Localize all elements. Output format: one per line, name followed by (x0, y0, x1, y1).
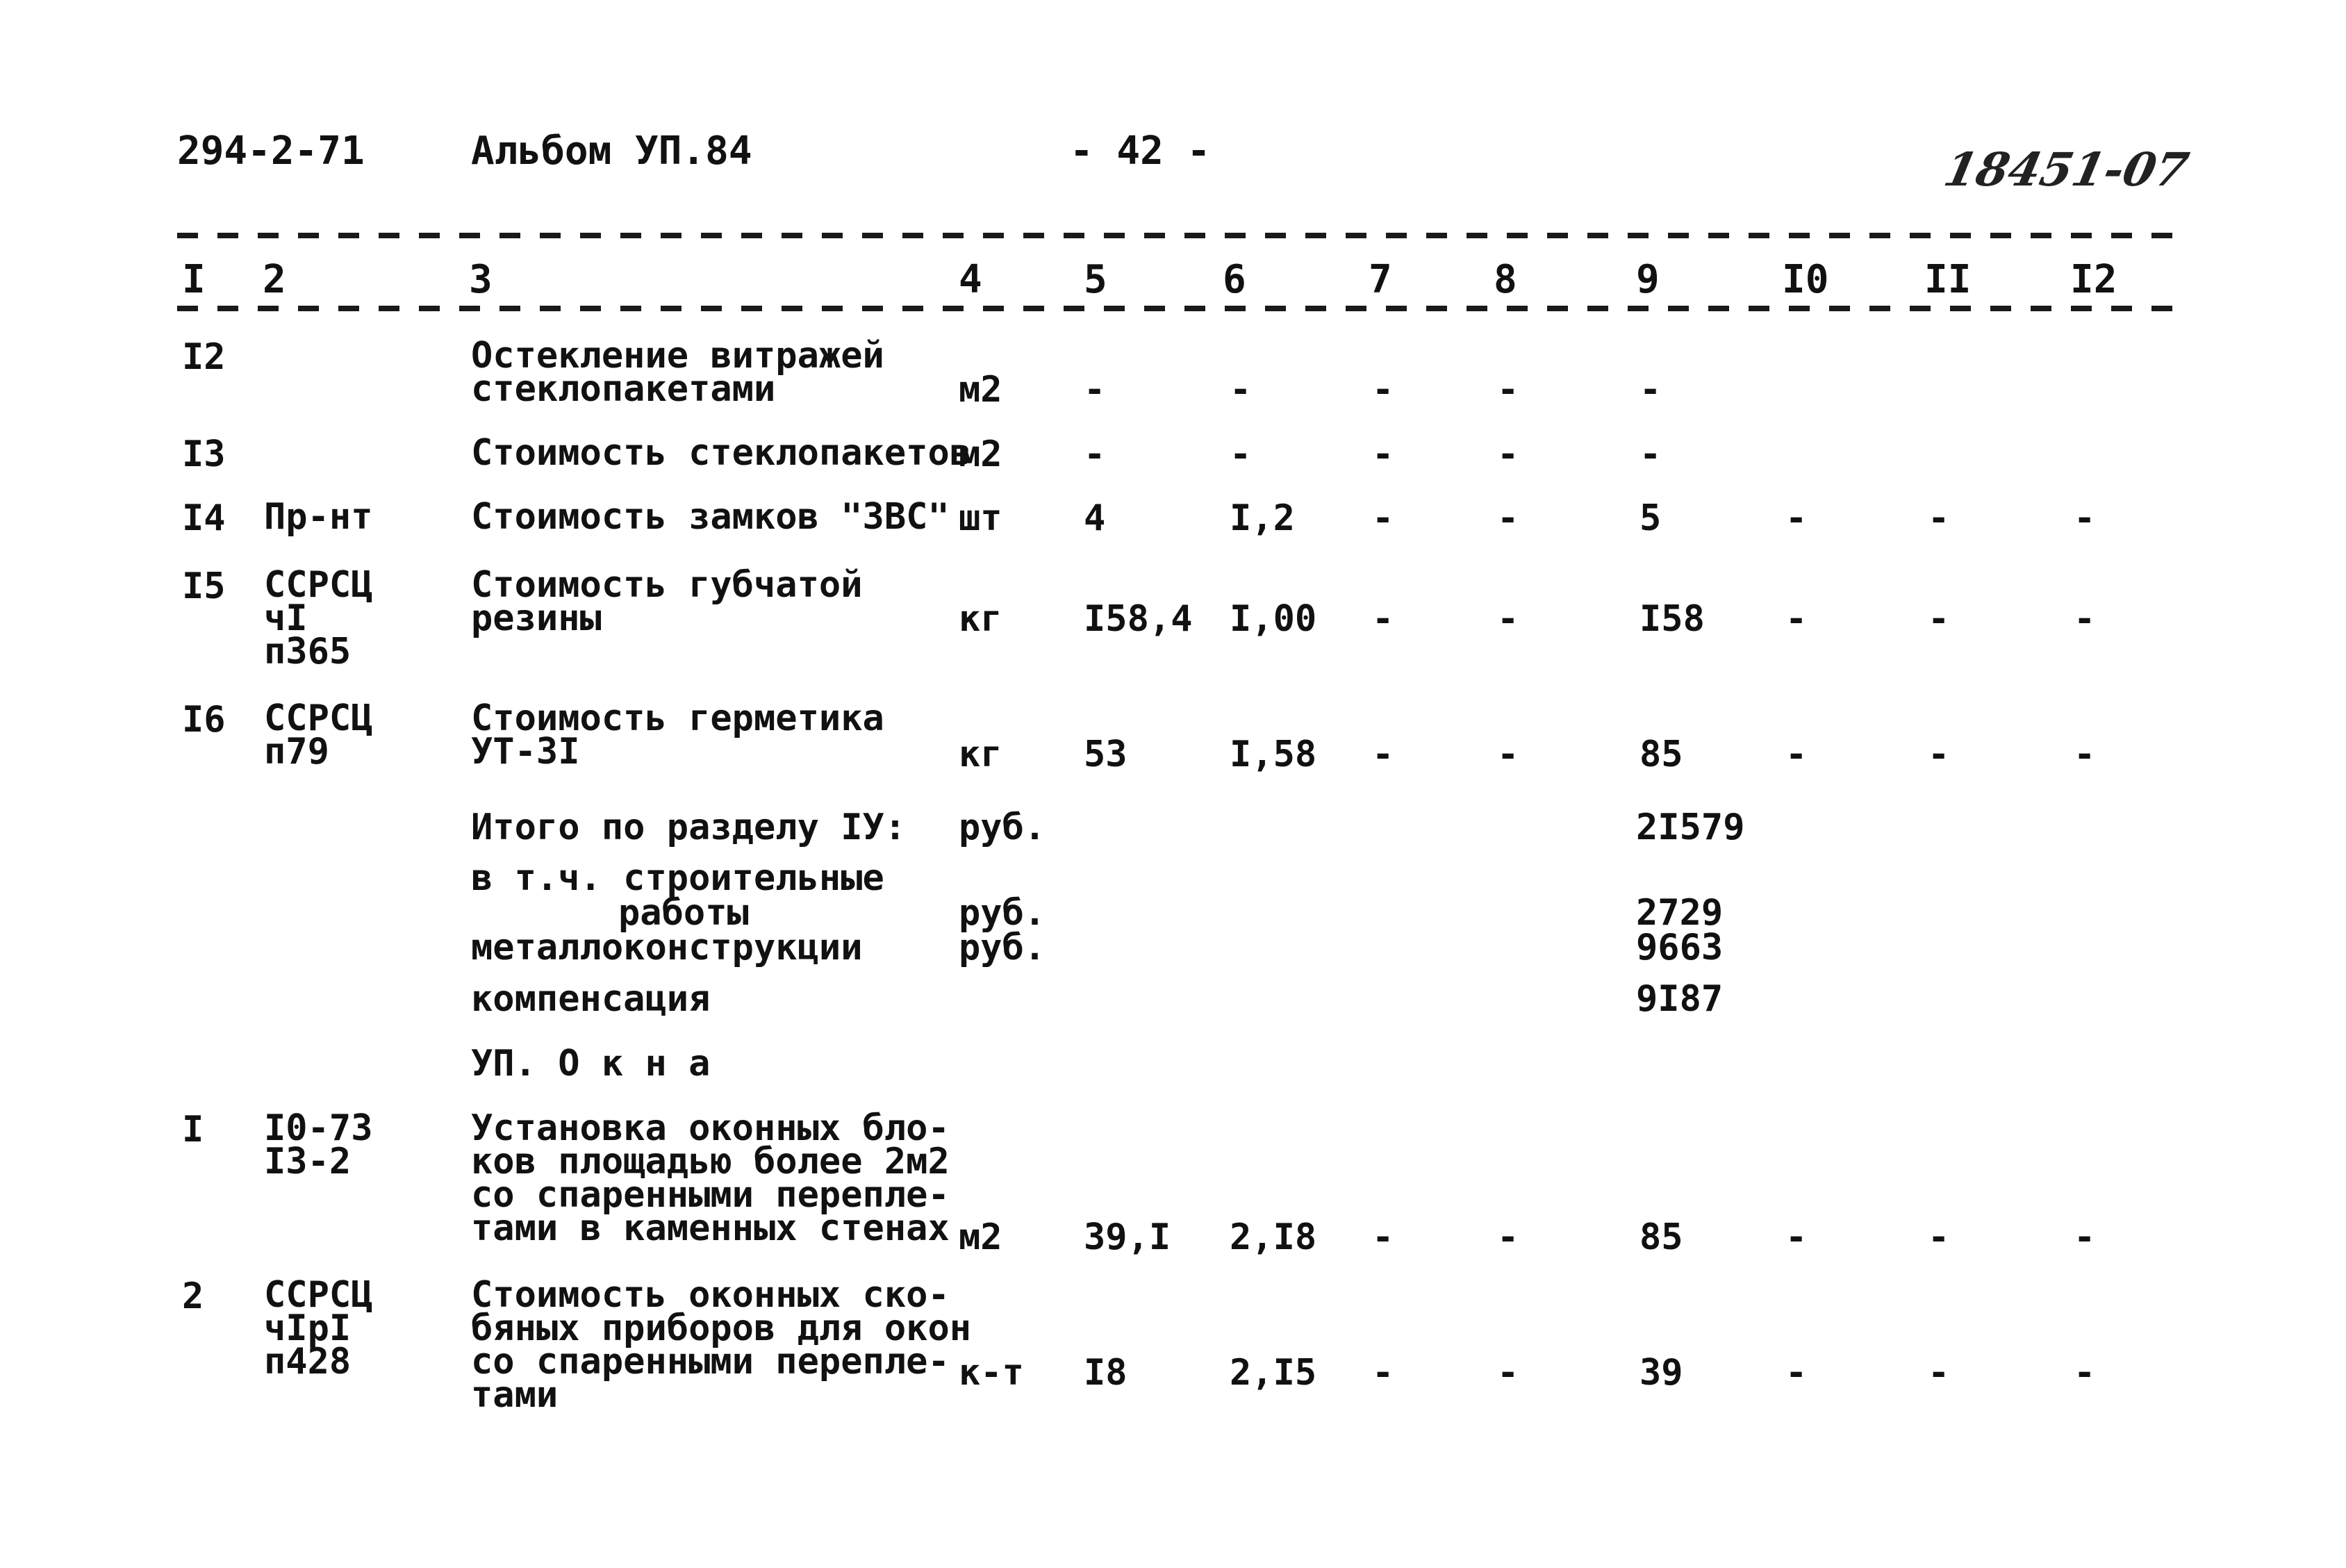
row-name-line: бяных приборов для окон (471, 1307, 972, 1349)
row-unit: м2 (959, 1216, 1002, 1258)
row-c7: - (1372, 598, 1394, 640)
totals-incl-work-value: 2729 (1636, 892, 1724, 934)
row-code (264, 564, 373, 672)
row-name-line: ков площадью более 2м2 (471, 1141, 950, 1182)
row-name-line: Остекление витражей (471, 335, 884, 377)
row-code (264, 496, 373, 538)
row-name (471, 335, 884, 410)
col-1: I (182, 257, 206, 302)
totals-incl: в т.ч. строительные (471, 857, 884, 899)
row-c12: - (2074, 598, 2096, 640)
row-number: I5 (182, 566, 226, 607)
header-dashed-rule (177, 306, 2178, 311)
col-3: 3 (469, 257, 493, 302)
totals-incl-work: работы (618, 892, 749, 934)
row-c8: - (1497, 1216, 1519, 1258)
row-name (471, 496, 950, 538)
totals-metal: металлоконструкции (471, 927, 863, 968)
row-c8: - (1497, 497, 1519, 539)
row-name-line: Стоимость губчатой (471, 564, 863, 606)
row-c10: - (1785, 497, 1808, 539)
row-c10: - (1785, 1352, 1808, 1394)
row-name (471, 1274, 972, 1416)
doc-code: 294-2-71 (177, 129, 365, 174)
totals-title-value: 2I579 (1636, 807, 1745, 848)
row-c6: - (1230, 434, 1252, 475)
row-name (471, 432, 972, 474)
col-5: 5 (1084, 257, 1107, 302)
row-c12: - (2074, 734, 2096, 775)
row-c8: - (1497, 598, 1519, 640)
row-c7: - (1372, 734, 1394, 775)
row-c9: - (1639, 434, 1662, 475)
row-unit: кг (959, 734, 1002, 775)
row-code-line: ССРСЦ (264, 698, 373, 739)
row-number: I2 (182, 336, 226, 378)
row-c5: 39,I (1084, 1216, 1171, 1258)
row-code (264, 698, 373, 773)
row-code-line: I3-2 (264, 1141, 352, 1182)
row-c8: - (1497, 434, 1519, 475)
row-c6: 2,I8 (1230, 1216, 1317, 1258)
totals-comp: компенсация (471, 978, 711, 1020)
col-10: I0 (1782, 257, 1829, 302)
row-code-line: п365 (264, 631, 352, 672)
row-number: I4 (182, 497, 226, 539)
album-label: Альбом УП.84 (471, 129, 752, 174)
row-c7: - (1372, 1352, 1394, 1394)
row-name (471, 698, 884, 773)
row-name-line: резины (471, 597, 602, 639)
totals-metal-value: 9663 (1636, 927, 1724, 968)
row-name (471, 564, 863, 639)
totals-title: Итого по разделу IУ: (471, 807, 907, 848)
row-c5: - (1084, 369, 1106, 411)
row-c6: - (1230, 369, 1252, 411)
row-c8: - (1497, 369, 1519, 411)
row-c6: I,00 (1230, 598, 1317, 640)
row-c12: - (2074, 1216, 2096, 1258)
row-c5: - (1084, 434, 1106, 475)
row-c7: - (1372, 369, 1394, 411)
col-8: 8 (1494, 257, 1517, 302)
row-code-line: чI (264, 597, 308, 639)
row-c11: - (1928, 1216, 1950, 1258)
row-c7: - (1372, 1216, 1394, 1258)
row-code-line: п79 (264, 731, 329, 773)
page-number: - 42 - (1070, 129, 1211, 174)
row-number: 2 (182, 1276, 204, 1317)
row-c7: - (1372, 497, 1394, 539)
row-code-line: ССРСЦ (264, 1274, 373, 1316)
row-c5: I58,4 (1084, 598, 1193, 640)
row-name-line: со спаренными перепле- (471, 1174, 950, 1216)
row-unit: кг (959, 598, 1002, 640)
col-11: II (1924, 257, 1972, 302)
row-name-line: стеклопакетами (471, 368, 776, 410)
row-code-line: Пр-нт (264, 496, 373, 538)
row-number: I (182, 1109, 204, 1150)
totals-comp-value: 9I87 (1636, 978, 1724, 1020)
row-name-line: Установка оконных бло- (471, 1107, 950, 1149)
row-c10: - (1785, 1216, 1808, 1258)
row-c5: I8 (1084, 1352, 1127, 1394)
row-code-line: чIрI (264, 1307, 352, 1349)
row-unit: м2 (959, 434, 1002, 475)
row-c9: - (1639, 369, 1662, 411)
section-title: УП. О к н а (471, 1043, 711, 1084)
col-6: 6 (1223, 257, 1246, 302)
row-code (264, 1274, 373, 1383)
top-dashed-rule (177, 233, 2178, 238)
col-2: 2 (263, 257, 286, 302)
col-9: 9 (1636, 257, 1660, 302)
row-c6: I,2 (1230, 497, 1295, 539)
row-c7: - (1372, 434, 1394, 475)
row-unit: к-т (959, 1352, 1024, 1394)
col-7: 7 (1369, 257, 1392, 302)
row-unit: м2 (959, 369, 1002, 411)
row-name-line: со спаренными перепле- (471, 1341, 950, 1383)
row-code-line: ССРСЦ (264, 564, 373, 606)
row-c8: - (1497, 1352, 1519, 1394)
row-c11: - (1928, 1352, 1950, 1394)
row-c9: 85 (1639, 734, 1683, 775)
col-12: I2 (2070, 257, 2117, 302)
row-name-line: УТ-3I (471, 731, 580, 773)
totals-metal-unit: руб. (959, 927, 1046, 968)
row-c11: - (1928, 598, 1950, 640)
row-name-line: Стоимость оконных ско- (471, 1274, 950, 1316)
row-number: I3 (182, 434, 226, 475)
row-code-line: п428 (264, 1341, 352, 1383)
row-name-line: тами (471, 1374, 559, 1416)
row-code (264, 1107, 373, 1182)
row-c5: 53 (1084, 734, 1127, 775)
row-name-line: тами в каменных стенах (471, 1207, 950, 1249)
row-c12: - (2074, 497, 2096, 539)
row-c6: I,58 (1230, 734, 1317, 775)
totals-title-unit: руб. (959, 807, 1046, 848)
row-c5: 4 (1084, 497, 1106, 539)
row-name (471, 1107, 950, 1249)
row-c9: 39 (1639, 1352, 1683, 1394)
handwritten-number: 18451-07 (1939, 142, 2194, 197)
row-name-line: Стоимость замков "ЗВС" (471, 496, 950, 538)
row-c11: - (1928, 497, 1950, 539)
row-c10: - (1785, 598, 1808, 640)
row-name-line: Стоимость герметика (471, 698, 884, 739)
row-unit: шт (959, 497, 1002, 539)
row-c12: - (2074, 1352, 2096, 1394)
totals-incl-work-unit: руб. (959, 892, 1046, 934)
row-c6: 2,I5 (1230, 1352, 1317, 1394)
row-c8: - (1497, 734, 1519, 775)
row-number: I6 (182, 699, 226, 741)
row-c9: 85 (1639, 1216, 1683, 1258)
row-c9: 5 (1639, 497, 1662, 539)
row-c11: - (1928, 734, 1950, 775)
row-c10: - (1785, 734, 1808, 775)
row-code-line: I0-73 (264, 1107, 373, 1149)
row-name-line: Стоимость стеклопакетов (471, 432, 972, 474)
row-c9: I58 (1639, 598, 1705, 640)
col-4: 4 (959, 257, 982, 302)
